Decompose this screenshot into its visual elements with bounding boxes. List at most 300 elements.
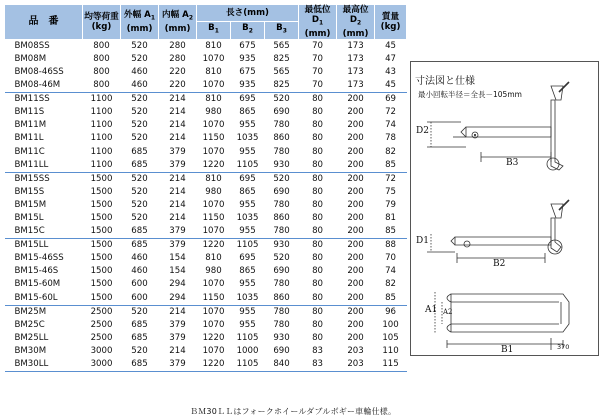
value-cell: 980 — [205, 266, 222, 277]
model-cell: BM15LL — [5, 239, 83, 253]
spec-table — [4, 4, 407, 372]
value-cell: 83 — [299, 358, 337, 372]
value-cell: 70 — [312, 53, 323, 64]
value-cell: 96 — [375, 305, 407, 319]
value-cell: 955 — [231, 305, 265, 319]
value-cell: 80 — [312, 266, 323, 277]
value-cell: 825 — [265, 79, 299, 93]
diagram-title: 寸法図と仕様 — [415, 76, 475, 87]
value-cell: 78 — [385, 133, 396, 144]
model-cell: BM30LL — [5, 358, 83, 372]
value-cell: 379 — [169, 319, 186, 330]
table-row — [5, 66, 407, 79]
value-cell: 200 — [347, 133, 364, 144]
group-bm25-30 — [5, 305, 407, 371]
model-cell: BM30M — [14, 345, 47, 356]
value-cell: 214 — [169, 212, 186, 223]
value-cell: 80 — [312, 107, 323, 118]
table-row — [5, 186, 407, 199]
value-cell: 379 — [159, 239, 197, 253]
value-cell: 80 — [312, 332, 323, 343]
value-cell: 200 — [347, 212, 364, 223]
value-cell: 520 — [131, 133, 148, 144]
value-cell: 200 — [337, 239, 375, 253]
value-cell: 1500 — [83, 225, 121, 239]
value-cell: 80 — [299, 225, 337, 239]
model-cell: BM15-60M — [14, 279, 61, 290]
value-cell: 200 — [337, 225, 375, 239]
value-cell: 214 — [159, 172, 197, 186]
label-d1: D1 — [416, 236, 429, 246]
value-cell: 825 — [273, 53, 290, 64]
header-b2: $B_2$ — [231, 21, 265, 39]
value-cell: 690 — [273, 345, 290, 356]
value-cell: 1150 — [202, 212, 225, 223]
value-cell: 80 — [312, 133, 323, 144]
value-cell: 85 — [375, 159, 407, 173]
value-cell: 72 — [385, 107, 396, 118]
model-cell: BM25M — [5, 305, 83, 319]
value-cell: 685 — [131, 332, 148, 343]
model-cell: BM11LL — [5, 159, 83, 173]
value-cell: 1070 — [202, 319, 225, 330]
value-cell: 460 — [131, 253, 148, 264]
value-cell: 685 — [121, 225, 159, 239]
value-cell: 72 — [375, 172, 407, 186]
table-row — [5, 332, 407, 345]
value-cell: 520 — [131, 107, 148, 118]
value-cell: 82 — [385, 279, 396, 290]
diagram-subtitle: 最小回転半径＝全長－105mm — [418, 90, 522, 99]
model-cell: BM15M — [14, 199, 47, 210]
table-row — [5, 319, 407, 332]
table-row — [5, 212, 407, 225]
value-cell: 1035 — [231, 292, 265, 306]
value-cell: 840 — [265, 358, 299, 372]
value-cell: 685 — [131, 146, 148, 157]
value-cell: 80 — [312, 212, 323, 223]
value-cell: 154 — [169, 266, 186, 277]
value-cell: 690 — [273, 107, 290, 118]
footnote: ＢＭ30ＬＬはフォークホイールダブルボギー車輪仕様。 — [190, 407, 397, 416]
value-cell: 1105 — [231, 358, 265, 372]
value-cell: 860 — [273, 133, 290, 144]
value-cell: 70 — [385, 253, 396, 264]
value-cell: 2500 — [83, 305, 121, 319]
table-row — [5, 278, 407, 291]
value-cell: 565 — [273, 66, 290, 77]
value-cell: 80 — [299, 159, 337, 173]
value-cell: 203 — [347, 345, 364, 356]
table-row — [5, 292, 407, 306]
table-row — [5, 145, 407, 158]
value-cell: 173 — [337, 79, 375, 93]
value-cell: 1070 — [202, 279, 225, 290]
model-cell: BM11M — [14, 120, 47, 131]
value-cell: 810 — [197, 172, 231, 186]
value-cell: 220 — [159, 79, 197, 93]
value-cell: 860 — [265, 292, 299, 306]
value-cell: 1500 — [83, 239, 121, 253]
value-cell: 1150 — [202, 133, 225, 144]
value-cell: 690 — [273, 266, 290, 277]
value-cell: 379 — [169, 332, 186, 343]
value-cell: 200 — [337, 172, 375, 186]
value-cell: 520 — [131, 199, 148, 210]
value-cell: 520 — [131, 120, 148, 131]
value-cell: 860 — [273, 212, 290, 223]
value-cell: 214 — [169, 199, 186, 210]
value-cell: 1070 — [202, 345, 225, 356]
value-cell: 520 — [273, 253, 290, 264]
value-cell: 810 — [205, 66, 222, 77]
value-cell: 2500 — [90, 319, 113, 330]
value-cell: 1000 — [236, 345, 259, 356]
value-cell: 955 — [231, 225, 265, 239]
value-cell: 80 — [312, 279, 323, 290]
value-cell: 460 — [131, 266, 148, 277]
value-cell: 685 — [121, 159, 159, 173]
header-b1: $B_1$ — [197, 21, 231, 39]
value-cell: 214 — [169, 186, 186, 197]
value-cell: 80 — [299, 305, 337, 319]
value-cell: 1150 — [197, 292, 231, 306]
value-cell: 1100 — [83, 93, 121, 107]
table-row — [5, 252, 407, 265]
value-cell: 80 — [312, 199, 323, 210]
value-cell: 200 — [347, 332, 364, 343]
value-cell: 200 — [337, 159, 375, 173]
table-row — [5, 93, 407, 107]
value-cell: 810 — [205, 253, 222, 264]
value-cell: 200 — [347, 120, 364, 131]
value-cell: 675 — [239, 66, 256, 77]
value-cell: 115 — [375, 358, 407, 372]
value-cell: 1100 — [90, 120, 113, 131]
value-cell: 200 — [347, 146, 364, 157]
value-cell: 220 — [169, 66, 186, 77]
value-cell: 520 — [265, 172, 299, 186]
header-length: 長さ(mm) — [197, 5, 299, 22]
value-cell: 173 — [337, 39, 375, 53]
table-row — [5, 132, 407, 145]
value-cell: 1500 — [90, 253, 113, 264]
value-cell: 520 — [121, 93, 159, 107]
model-cell: BM08-46SS — [14, 66, 64, 77]
value-cell: 1220 — [202, 332, 225, 343]
value-cell: 600 — [131, 279, 148, 290]
value-cell: 780 — [273, 146, 290, 157]
table-row — [5, 225, 407, 239]
value-cell: 280 — [159, 39, 197, 53]
value-cell: 1220 — [197, 159, 231, 173]
value-cell: 865 — [239, 266, 256, 277]
label-b2: B2 — [493, 259, 506, 269]
value-cell: 780 — [273, 199, 290, 210]
value-cell: 780 — [273, 120, 290, 131]
value-cell: 214 — [169, 345, 186, 356]
label-b1: B1 — [501, 345, 514, 355]
value-cell: 294 — [159, 292, 197, 306]
value-cell: 154 — [169, 253, 186, 264]
value-cell: 85 — [375, 292, 407, 306]
value-cell: 1035 — [236, 212, 259, 223]
value-cell: 1105 — [231, 159, 265, 173]
label-b3: B3 — [506, 158, 519, 168]
model-cell: BM15S — [14, 186, 45, 197]
value-cell: 45 — [375, 79, 407, 93]
header-inner-width: 内幅 $A_2$ (mm) — [159, 5, 197, 40]
value-cell: 800 — [83, 39, 121, 53]
group-bm15 — [5, 172, 407, 238]
value-cell: 1100 — [90, 107, 113, 118]
value-cell: 685 — [131, 319, 148, 330]
value-cell: 80 — [312, 120, 323, 131]
value-cell: 1500 — [83, 292, 121, 306]
group-bm15-b — [5, 239, 407, 305]
value-cell: 520 — [121, 305, 159, 319]
value-cell: 43 — [385, 66, 396, 77]
value-cell: 3000 — [83, 358, 121, 372]
value-cell: 70 — [299, 79, 337, 93]
label-d2: D2 — [416, 126, 429, 136]
value-cell: 45 — [375, 39, 407, 53]
value-cell: 1220 — [197, 239, 231, 253]
value-cell: 200 — [347, 186, 364, 197]
value-cell: 520 — [265, 93, 299, 107]
value-cell: 70 — [312, 66, 323, 77]
value-cell: 935 — [239, 53, 256, 64]
value-cell: 75 — [385, 186, 396, 197]
model-cell: BM08M — [14, 53, 47, 64]
value-cell: 74 — [385, 120, 396, 131]
value-cell: 200 — [347, 107, 364, 118]
table-row — [5, 199, 407, 212]
value-cell: 47 — [385, 53, 396, 64]
model-cell: BM15-46SS — [14, 253, 64, 264]
model-cell: BM15SS — [5, 172, 83, 186]
value-cell: 1070 — [197, 79, 231, 93]
value-cell: 80 — [299, 93, 337, 107]
value-cell: 1070 — [197, 305, 231, 319]
value-cell: 1500 — [90, 266, 113, 277]
value-cell: 1500 — [90, 279, 113, 290]
value-cell: 80 — [299, 292, 337, 306]
table-row — [5, 172, 407, 186]
value-cell: 173 — [347, 53, 364, 64]
value-cell: 810 — [197, 39, 231, 53]
value-cell: 980 — [205, 186, 222, 197]
value-cell: 1100 — [90, 146, 113, 157]
model-cell: BM15L — [14, 212, 44, 223]
value-cell: 865 — [239, 107, 256, 118]
table-row — [5, 159, 407, 173]
label-a2: A2 — [443, 308, 453, 316]
value-cell: 80 — [299, 172, 337, 186]
value-cell: 1100 — [90, 133, 113, 144]
value-cell: 460 — [121, 79, 159, 93]
value-cell: 935 — [231, 79, 265, 93]
value-cell: 780 — [265, 305, 299, 319]
group-bm11 — [5, 93, 407, 173]
table-row — [5, 119, 407, 132]
value-cell: 280 — [169, 53, 186, 64]
value-cell: 1500 — [90, 212, 113, 223]
value-cell: 379 — [159, 358, 197, 372]
value-cell: 200 — [347, 266, 364, 277]
dimension-diagram-panel — [410, 61, 599, 356]
value-cell: 600 — [121, 292, 159, 306]
value-cell: 520 — [121, 39, 159, 53]
value-cell: 1220 — [197, 358, 231, 372]
value-cell: 79 — [385, 199, 396, 210]
model-cell: BM15C — [5, 225, 83, 239]
table-row — [5, 53, 407, 66]
label-370: 370 — [557, 343, 570, 351]
value-cell: 780 — [273, 279, 290, 290]
model-cell: BM11SS — [5, 93, 83, 107]
value-cell: 69 — [375, 93, 407, 107]
header-weight: 質量 (kg) — [375, 5, 407, 40]
value-cell: 695 — [231, 172, 265, 186]
value-cell: 695 — [239, 253, 256, 264]
table-row — [5, 345, 407, 358]
header-outer-width: 外幅 $A_1$ (mm) — [121, 5, 159, 40]
value-cell: 1070 — [202, 199, 225, 210]
value-cell: 810 — [197, 93, 231, 107]
model-cell: BM11S — [14, 107, 45, 118]
model-cell: BM25LL — [14, 332, 49, 343]
value-cell: 675 — [231, 39, 265, 53]
value-cell: 520 — [131, 186, 148, 197]
value-cell: 930 — [265, 239, 299, 253]
value-cell: 1070 — [202, 53, 225, 64]
value-cell: 80 — [299, 239, 337, 253]
value-cell: 520 — [131, 212, 148, 223]
value-cell: 173 — [347, 66, 364, 77]
value-cell: 800 — [93, 53, 110, 64]
value-cell: 74 — [385, 266, 396, 277]
value-cell: 520 — [131, 345, 148, 356]
table-row — [5, 305, 407, 319]
value-cell: 955 — [239, 199, 256, 210]
table-row — [5, 265, 407, 278]
value-cell: 200 — [337, 292, 375, 306]
value-cell: 1105 — [231, 239, 265, 253]
value-cell: 214 — [169, 120, 186, 131]
value-cell: 83 — [312, 345, 323, 356]
value-cell: 1070 — [197, 225, 231, 239]
value-cell: 1105 — [236, 332, 259, 343]
value-cell: 200 — [337, 93, 375, 107]
value-cell: 200 — [347, 253, 364, 264]
value-cell: 1500 — [90, 186, 113, 197]
value-cell: 294 — [169, 279, 186, 290]
table-row — [5, 79, 407, 93]
value-cell: 780 — [273, 319, 290, 330]
value-cell: 200 — [347, 279, 364, 290]
value-cell: 565 — [265, 39, 299, 53]
value-cell: 800 — [83, 79, 121, 93]
model-cell: BM25C — [14, 319, 45, 330]
table-row — [5, 239, 407, 253]
value-cell: 955 — [239, 319, 256, 330]
header-model: 品 番 — [5, 5, 83, 40]
value-cell: 1100 — [83, 159, 121, 173]
value-cell: 955 — [239, 120, 256, 131]
value-cell: 70 — [299, 39, 337, 53]
value-cell: 82 — [385, 146, 396, 157]
value-cell: 955 — [239, 279, 256, 290]
value-cell: 80 — [312, 253, 323, 264]
value-cell: 930 — [273, 332, 290, 343]
value-cell: 520 — [121, 172, 159, 186]
value-cell: 1070 — [202, 120, 225, 131]
value-cell: 865 — [239, 186, 256, 197]
value-cell: 1500 — [83, 172, 121, 186]
pallet-truck-drawing — [411, 62, 600, 357]
value-cell: 800 — [93, 66, 110, 77]
value-cell: 1500 — [90, 199, 113, 210]
value-cell: 85 — [375, 225, 407, 239]
value-cell: 81 — [385, 212, 396, 223]
value-cell: 110 — [382, 345, 399, 356]
label-a1: A1 — [425, 305, 438, 315]
value-cell: 100 — [382, 319, 399, 330]
value-cell: 2500 — [90, 332, 113, 343]
value-cell: 690 — [273, 186, 290, 197]
value-cell: 80 — [312, 186, 323, 197]
value-cell: 214 — [159, 93, 197, 107]
table-row — [5, 358, 407, 372]
value-cell: 955 — [239, 146, 256, 157]
value-cell: 105 — [382, 332, 399, 343]
value-cell: 685 — [121, 358, 159, 372]
value-cell: 3000 — [90, 345, 113, 356]
value-cell: 685 — [121, 239, 159, 253]
value-cell: 379 — [169, 146, 186, 157]
value-cell: 214 — [169, 133, 186, 144]
value-cell: 930 — [265, 159, 299, 173]
model-cell: BM08-46M — [5, 79, 83, 93]
value-cell: 520 — [131, 53, 148, 64]
model-cell: BM08SS — [5, 39, 83, 53]
value-cell: 980 — [205, 107, 222, 118]
header-min-height: 最低位 $D_1$ (mm) — [299, 5, 337, 40]
value-cell: 780 — [265, 225, 299, 239]
table-row — [5, 39, 407, 53]
model-cell: BM15-46S — [14, 266, 59, 277]
header-b3: $B_3$ — [265, 21, 299, 39]
group-bm08 — [5, 39, 407, 92]
header-capacity: 均等荷重 (kg) — [83, 5, 121, 40]
value-cell: 460 — [131, 66, 148, 77]
value-cell: 80 — [312, 146, 323, 157]
value-cell: 200 — [347, 199, 364, 210]
value-cell: 214 — [159, 305, 197, 319]
value-cell: 203 — [337, 358, 375, 372]
model-cell: BM15-60L — [5, 292, 83, 306]
model-cell: BM11L — [14, 133, 44, 144]
value-cell: 1035 — [236, 133, 259, 144]
value-cell: 80 — [312, 319, 323, 330]
value-cell: 695 — [231, 93, 265, 107]
value-cell: 200 — [347, 319, 364, 330]
value-cell: 200 — [337, 305, 375, 319]
model-cell: BM11C — [14, 146, 45, 157]
value-cell: 1070 — [202, 146, 225, 157]
table-row — [5, 106, 407, 119]
